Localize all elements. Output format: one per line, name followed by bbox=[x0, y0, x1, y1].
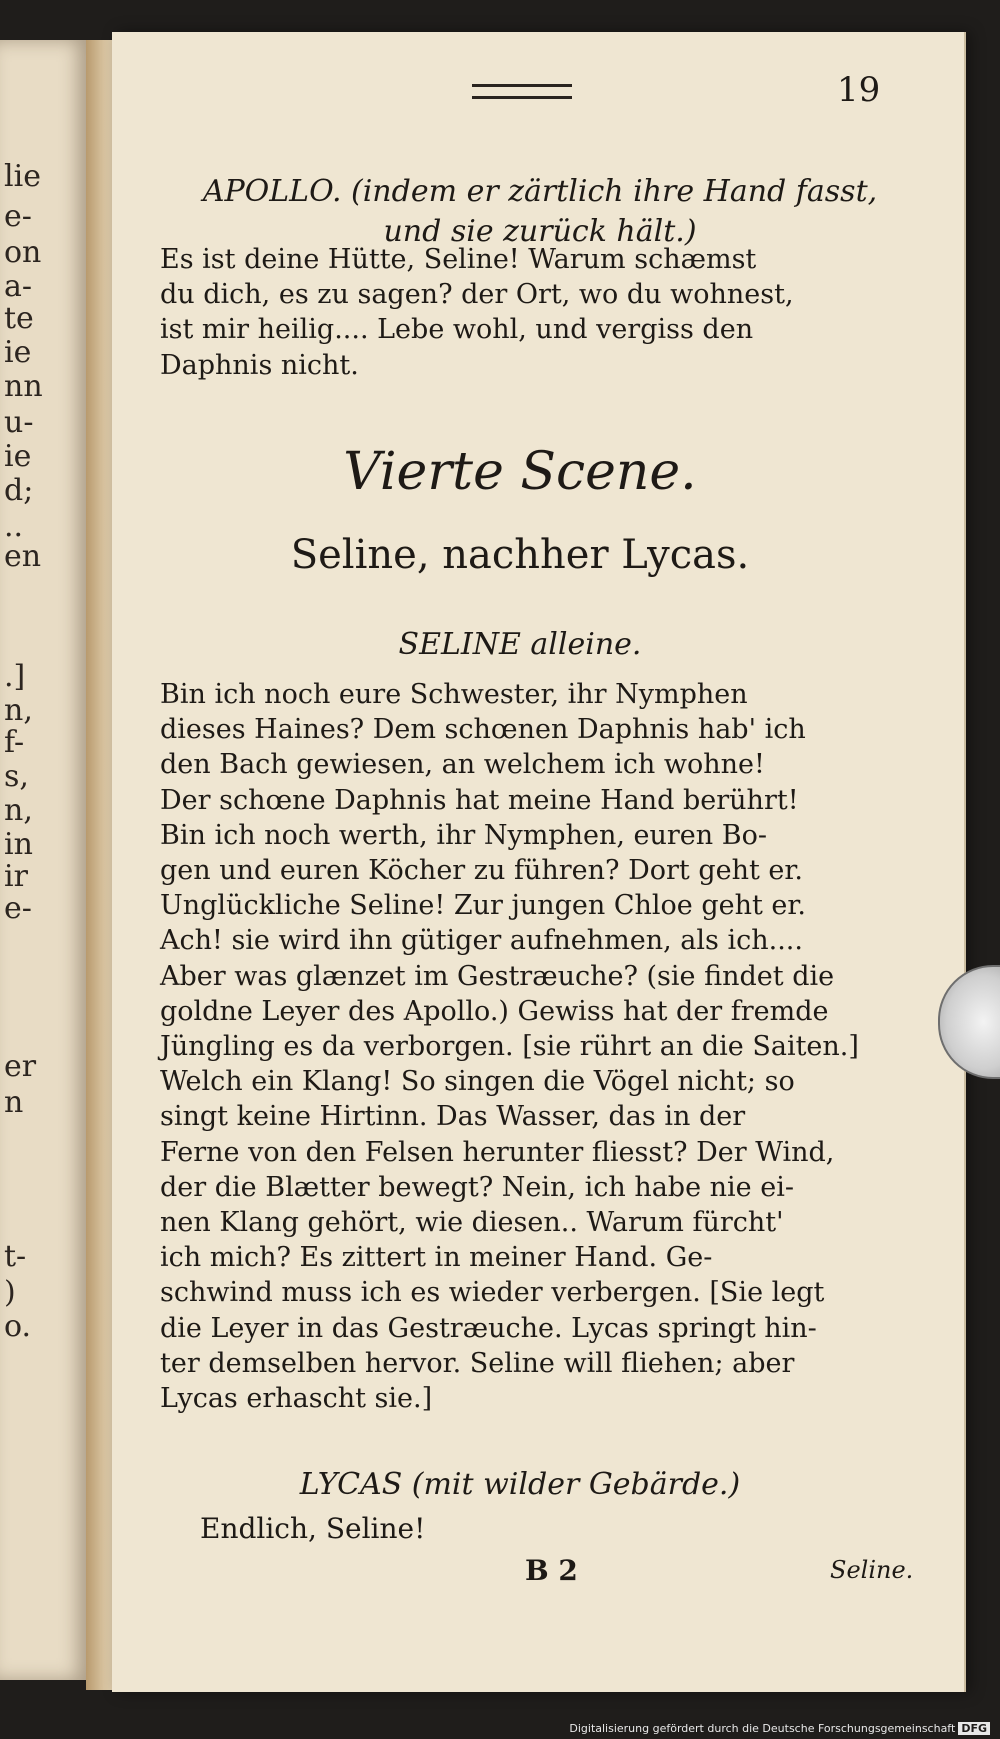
catchword: Seline. bbox=[830, 1556, 914, 1584]
left-page-fragment: .] bbox=[4, 659, 26, 694]
footer-credit bbox=[569, 1722, 990, 1735]
left-page-fragment: te bbox=[4, 301, 34, 336]
text-line: Daphnis nicht. bbox=[160, 349, 359, 381]
left-page-fragment: n bbox=[4, 1085, 24, 1120]
left-page-fragment: e- bbox=[4, 199, 32, 234]
left-page-fragment: t- bbox=[4, 1239, 27, 1274]
signature-mark: B 2 bbox=[525, 1554, 578, 1587]
text-line: Bin ich noch werth, ihr Nymphen, euren Bo- bbox=[160, 819, 767, 851]
dfg-logo-icon: DFG bbox=[958, 1722, 990, 1735]
left-page-fragment: n, bbox=[4, 793, 33, 828]
left-page-fragment: ie bbox=[4, 439, 32, 474]
left-page-fragment: ie bbox=[4, 335, 32, 370]
text-line: den Bach gewiesen, an welchem ich wohne! bbox=[160, 749, 765, 781]
text-line: Bin ich noch eure Schwester, ihr Nymphen bbox=[160, 679, 748, 710]
left-page-fragment: nn bbox=[4, 369, 43, 404]
left-page-fragment: on bbox=[4, 235, 42, 270]
text-line: Ach! sie wird ihn gütiger aufnehmen, als ich.... bbox=[160, 925, 803, 957]
text-line: dieses Haines? Dem schœnen Daphnis hab' ich bbox=[160, 714, 806, 746]
left-page-fragment: u- bbox=[4, 405, 34, 440]
left-page-fragment: er bbox=[4, 1049, 37, 1084]
left-page-fragment: e- bbox=[4, 891, 32, 926]
text-line: ter demselben hervor. Seline will fliehen; aber bbox=[160, 1347, 795, 1379]
text-line: ich mich? Es zittert in meiner Hand. Ge- bbox=[160, 1242, 713, 1274]
left-page-fragment: n, bbox=[4, 693, 33, 728]
book-page bbox=[112, 32, 964, 1692]
previous-page-fragment bbox=[0, 40, 88, 1680]
left-page-fragment: in bbox=[4, 827, 33, 862]
text-line: gen und euren Köcher zu führen? Dort geht er. bbox=[160, 855, 803, 887]
text-line: Aber was glænzet im Gestræuche? (sie findet die bbox=[160, 960, 835, 992]
text-line: Welch ein Klang! So singen die Vögel nicht; so bbox=[160, 1066, 795, 1098]
text-line: der die Blætter bewegt? Nein, ich habe nie ei- bbox=[160, 1171, 794, 1203]
scene-cast: Seline, nachher Lycas. bbox=[290, 532, 750, 578]
text-line: nen Klang gehört, wie diesen.. Warum fürcht' bbox=[160, 1207, 784, 1239]
left-page-fragment: s, bbox=[4, 759, 29, 794]
left-page-fragment: ir bbox=[4, 859, 28, 894]
speaker-heading-lycas: LYCAS (mit wilder Gebärde.) bbox=[299, 1467, 741, 1502]
left-page-fragment: .. bbox=[4, 509, 24, 544]
text-line: singt keine Hirtinn. Das Wasser, das in der bbox=[160, 1101, 746, 1133]
text-line: Ferne von den Felsen herunter fliesst? Der Wind, bbox=[160, 1136, 835, 1168]
text-line: schwind muss ich es wieder verbergen. [Sie legt bbox=[160, 1277, 825, 1309]
text-line: ist mir heilig.... Lebe wohl, und vergiss den bbox=[160, 314, 754, 346]
text-line: du dich, es zu sagen? der Ort, wo du wohnest, bbox=[160, 279, 794, 311]
lycas-speech: Endlich, Seline! bbox=[200, 1512, 426, 1545]
scene-title: Vierte Scene. bbox=[343, 442, 697, 502]
text-line: Es ist deine Hütte, Seline! Warum schæmst bbox=[160, 244, 757, 275]
left-page-fragment: en bbox=[4, 539, 42, 574]
speaker-heading-apollo: APOLLO. (indem er zärtlich ihre Hand fasst, und sie zurück hält.) bbox=[202, 174, 878, 249]
page-number: 19 bbox=[837, 70, 881, 110]
header-rule bbox=[472, 84, 572, 99]
left-page-fragment: lie bbox=[4, 159, 41, 194]
text-line: Unglückliche Seline! Zur jungen Chloe geht er. bbox=[160, 890, 806, 922]
left-page-fragment: a- bbox=[4, 269, 33, 304]
left-page-fragment: f- bbox=[4, 725, 25, 760]
text-line: Der schœne Daphnis hat meine Hand berührt! bbox=[160, 784, 799, 816]
speaker-heading-seline: SELINE alleine. bbox=[398, 627, 642, 662]
text-line: goldne Leyer des Apollo.) Gewiss hat der fremde bbox=[160, 995, 829, 1027]
left-page-fragment: ) bbox=[4, 1275, 16, 1310]
left-page-fragment: o. bbox=[4, 1309, 32, 1344]
apollo-speech bbox=[160, 242, 910, 383]
text-line: die Leyer in das Gestræuche. Lycas springt hin- bbox=[160, 1312, 817, 1344]
seline-speech bbox=[160, 677, 910, 1416]
footer-credit-text: Digitalisierung gefördert durch die Deutsche Forschungsgemeinschaft bbox=[569, 1722, 956, 1735]
text-line: Lycas erhascht sie.] bbox=[160, 1383, 433, 1415]
left-page-fragment: d; bbox=[4, 473, 34, 508]
text-line: Jüngling es da verborgen. [sie rührt an die Saiten.] bbox=[160, 1031, 859, 1063]
